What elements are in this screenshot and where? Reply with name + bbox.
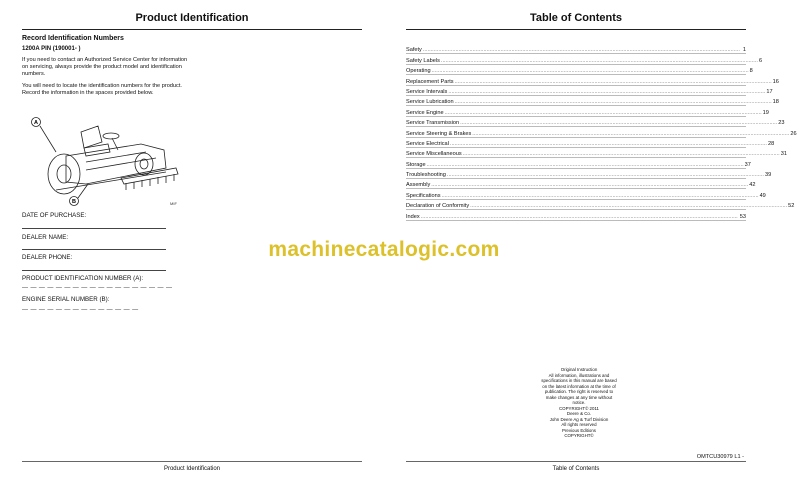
disclaimer-line: notice. [572,400,586,405]
disclaimer-line: specifications in this manual are based [541,378,617,383]
toc-entry-page: 31 [780,151,787,158]
toc-leader: ............................................................................................................................................................................................................ [431,68,749,75]
toc-entry-label: Specifications [406,192,441,199]
callout-b-label: B [72,199,76,205]
toc-leader: ............................................................................................................................................................................................................ [460,120,778,127]
disclaimer-line: make changes at any time without [545,394,613,400]
disclaimer-line: Deere & Co. [566,411,592,416]
engine-serial-label: ENGINE SERIAL NUMBER (B): [22,296,110,303]
right-footer: Table of Contents [552,466,600,472]
engine-serial-blanks: — — — — — — — — — — — — — — [22,307,139,313]
disclaimer-line: publication. The right is reserved to [544,389,614,394]
disclaimer-line: John Deere Ag & Turf Division [549,416,609,422]
pin-sub-heading: 1200A PIN (190001- ) [22,46,81,52]
toc-entry-label: Declaration of Conformity [406,203,470,210]
toc-entry-label: Service Steering & Brakes [406,130,472,137]
toc-entry[interactable] [406,158,751,168]
toc-entry-label: Service Transmission [406,120,460,127]
toc-leader: ............................................................................................................................................................................................................ [462,151,780,158]
toc-entry-label: Service Electrical [406,140,449,147]
dealer-phone-label: DEALER PHONE: [22,254,73,261]
toc-entry-page: 39 [764,172,772,179]
toc-entry[interactable] [406,117,785,127]
toc-leader: ............................................................................................................................................................................................................ [420,213,738,220]
toc-entry-label: Index [406,213,420,220]
toc-leader: ............................................................................................................................................................................................................ [440,57,758,64]
toc-entry-page: 8 [749,68,753,75]
toc-entry[interactable] [406,106,769,116]
toc-entry[interactable] [406,75,779,85]
toc-entry-label: Operating [406,68,431,75]
toc-entry[interactable] [406,54,763,64]
toc-entry-label: Service Miscellaneous [406,151,462,158]
toc-entry-page: 16 [772,78,779,85]
toc-entry[interactable] [406,200,795,210]
toc-entry-page: 6 [758,57,763,64]
disclaimer-line: COPYRIGHT© 2011 [559,405,599,411]
toc-entry-label: Storage [406,161,426,168]
toc-entry-label: Troubleshooting [406,172,446,179]
left-title-rule [22,29,362,30]
left-footer-rule [22,461,362,462]
toc-leader: ............................................................................................................................................................................................................ [472,130,790,137]
disclaimer-line: on the latest information at the time of [542,383,616,389]
disclaimer-line: All information, illustrations and [548,372,610,378]
toc-entry[interactable] [406,65,753,75]
toc-entry[interactable] [406,127,797,137]
toc-entry-page: 42 [749,182,756,189]
toc-entry[interactable] [406,138,775,148]
toc-entry[interactable] [406,44,746,54]
toc-entry-page: 19 [762,109,769,116]
toc-entry-label: Assembly [406,182,431,189]
toc-entry-page: 53 [739,213,746,220]
toc-entry[interactable] [406,86,773,96]
date-of-purchase-line [22,228,166,229]
dealer-phone-line [22,270,166,271]
toc-leader: ............................................................................................................................................................................................................ [441,192,759,199]
toc-entry-page: 37 [744,161,751,168]
toc-entry-page: 26 [790,130,797,137]
toc-leader: ............................................................................................................................................................................................................ [448,88,766,95]
toc-entry-page: 49 [759,192,766,199]
pin-blanks: — — — — — — — — — — — — — — — — — — [22,285,173,291]
left-footer: Product Identification [163,466,221,472]
toc-leader: ............................................................................................................................................................................................................ [470,203,788,210]
service-info-paragraph: If you need to contact an Authorized Service Center for information on servicing, always provide the product model and identification numbers. [22,57,188,77]
disclaimer-line: COPYRIGHT© [564,433,594,438]
locate-numbers-paragraph: You will need to locate the identification numbers for the product. Record the information in the spaces provided below. [22,83,182,96]
toc-entry-page: 1 [742,47,746,54]
disclaimer-line: Previous Editions [562,427,596,433]
toc-entry-label: Replacement Parts [406,78,454,85]
date-of-purchase-label: DATE OF PURCHASE: [22,212,87,219]
right-page-title: Table of Contents [529,12,623,24]
callout-a-label: A [34,120,38,126]
toc-entry-page: 23 [778,120,785,127]
toc-entry-label: Service Engine [406,109,444,116]
toc-leader: ............................................................................................................................................................................................................ [449,140,767,147]
toc-leader: ............................................................................................................................................................................................................ [454,99,772,106]
toc-entry-label: Service Lubrication [406,99,454,106]
toc-leader: ............................................................................................................................................................................................................ [426,161,744,168]
toc-list [406,44,797,221]
toc-leader: ............................................................................................................................................................................................................ [444,109,762,116]
toc-entry[interactable] [406,189,766,199]
toc-leader: ............................................................................................................................................................................................................ [454,78,772,85]
document-code: OMTCU30979 L1 - [696,454,744,460]
figure-code: MIF [170,201,177,206]
toc-entry-page: 52 [788,203,795,210]
toc-entry[interactable] [406,179,756,189]
toc-entry-page: 17 [766,88,773,95]
toc-entry-label: Service Intervals [406,88,448,95]
toc-entry[interactable] [406,148,787,158]
dealer-name-label: DEALER NAME: [22,234,69,241]
toc-entry-page: 18 [772,99,779,106]
toc-leader: ............................................................................................................................................................................................................ [446,172,764,179]
pin-label: PRODUCT IDENTIFICATION NUMBER (A): [22,275,144,282]
copyright-notice [534,367,624,439]
toc-entry-label: Safety Labels [406,57,440,64]
left-page-title: Product Identification [135,12,249,24]
disclaimer-line: Original Instruction [560,367,598,372]
section-heading: Record Identification Numbers [22,35,124,42]
site-watermark: machinecatalogic.com [268,238,500,261]
toc-entry-page: 28 [767,140,775,147]
toc-entry[interactable] [406,210,746,220]
toc-entry[interactable] [406,96,779,106]
tractor-figure [26,112,181,210]
right-footer-rule [406,461,746,462]
disclaimer-line: All rights reserved [561,422,597,427]
toc-entry-label: Safety [406,47,422,54]
toc-leader: ............................................................................................................................................................................................................ [431,182,749,189]
toc-leader: ............................................................................................................................................................................................................ [422,47,740,54]
right-title-rule [406,29,746,30]
toc-entry[interactable] [406,169,772,179]
